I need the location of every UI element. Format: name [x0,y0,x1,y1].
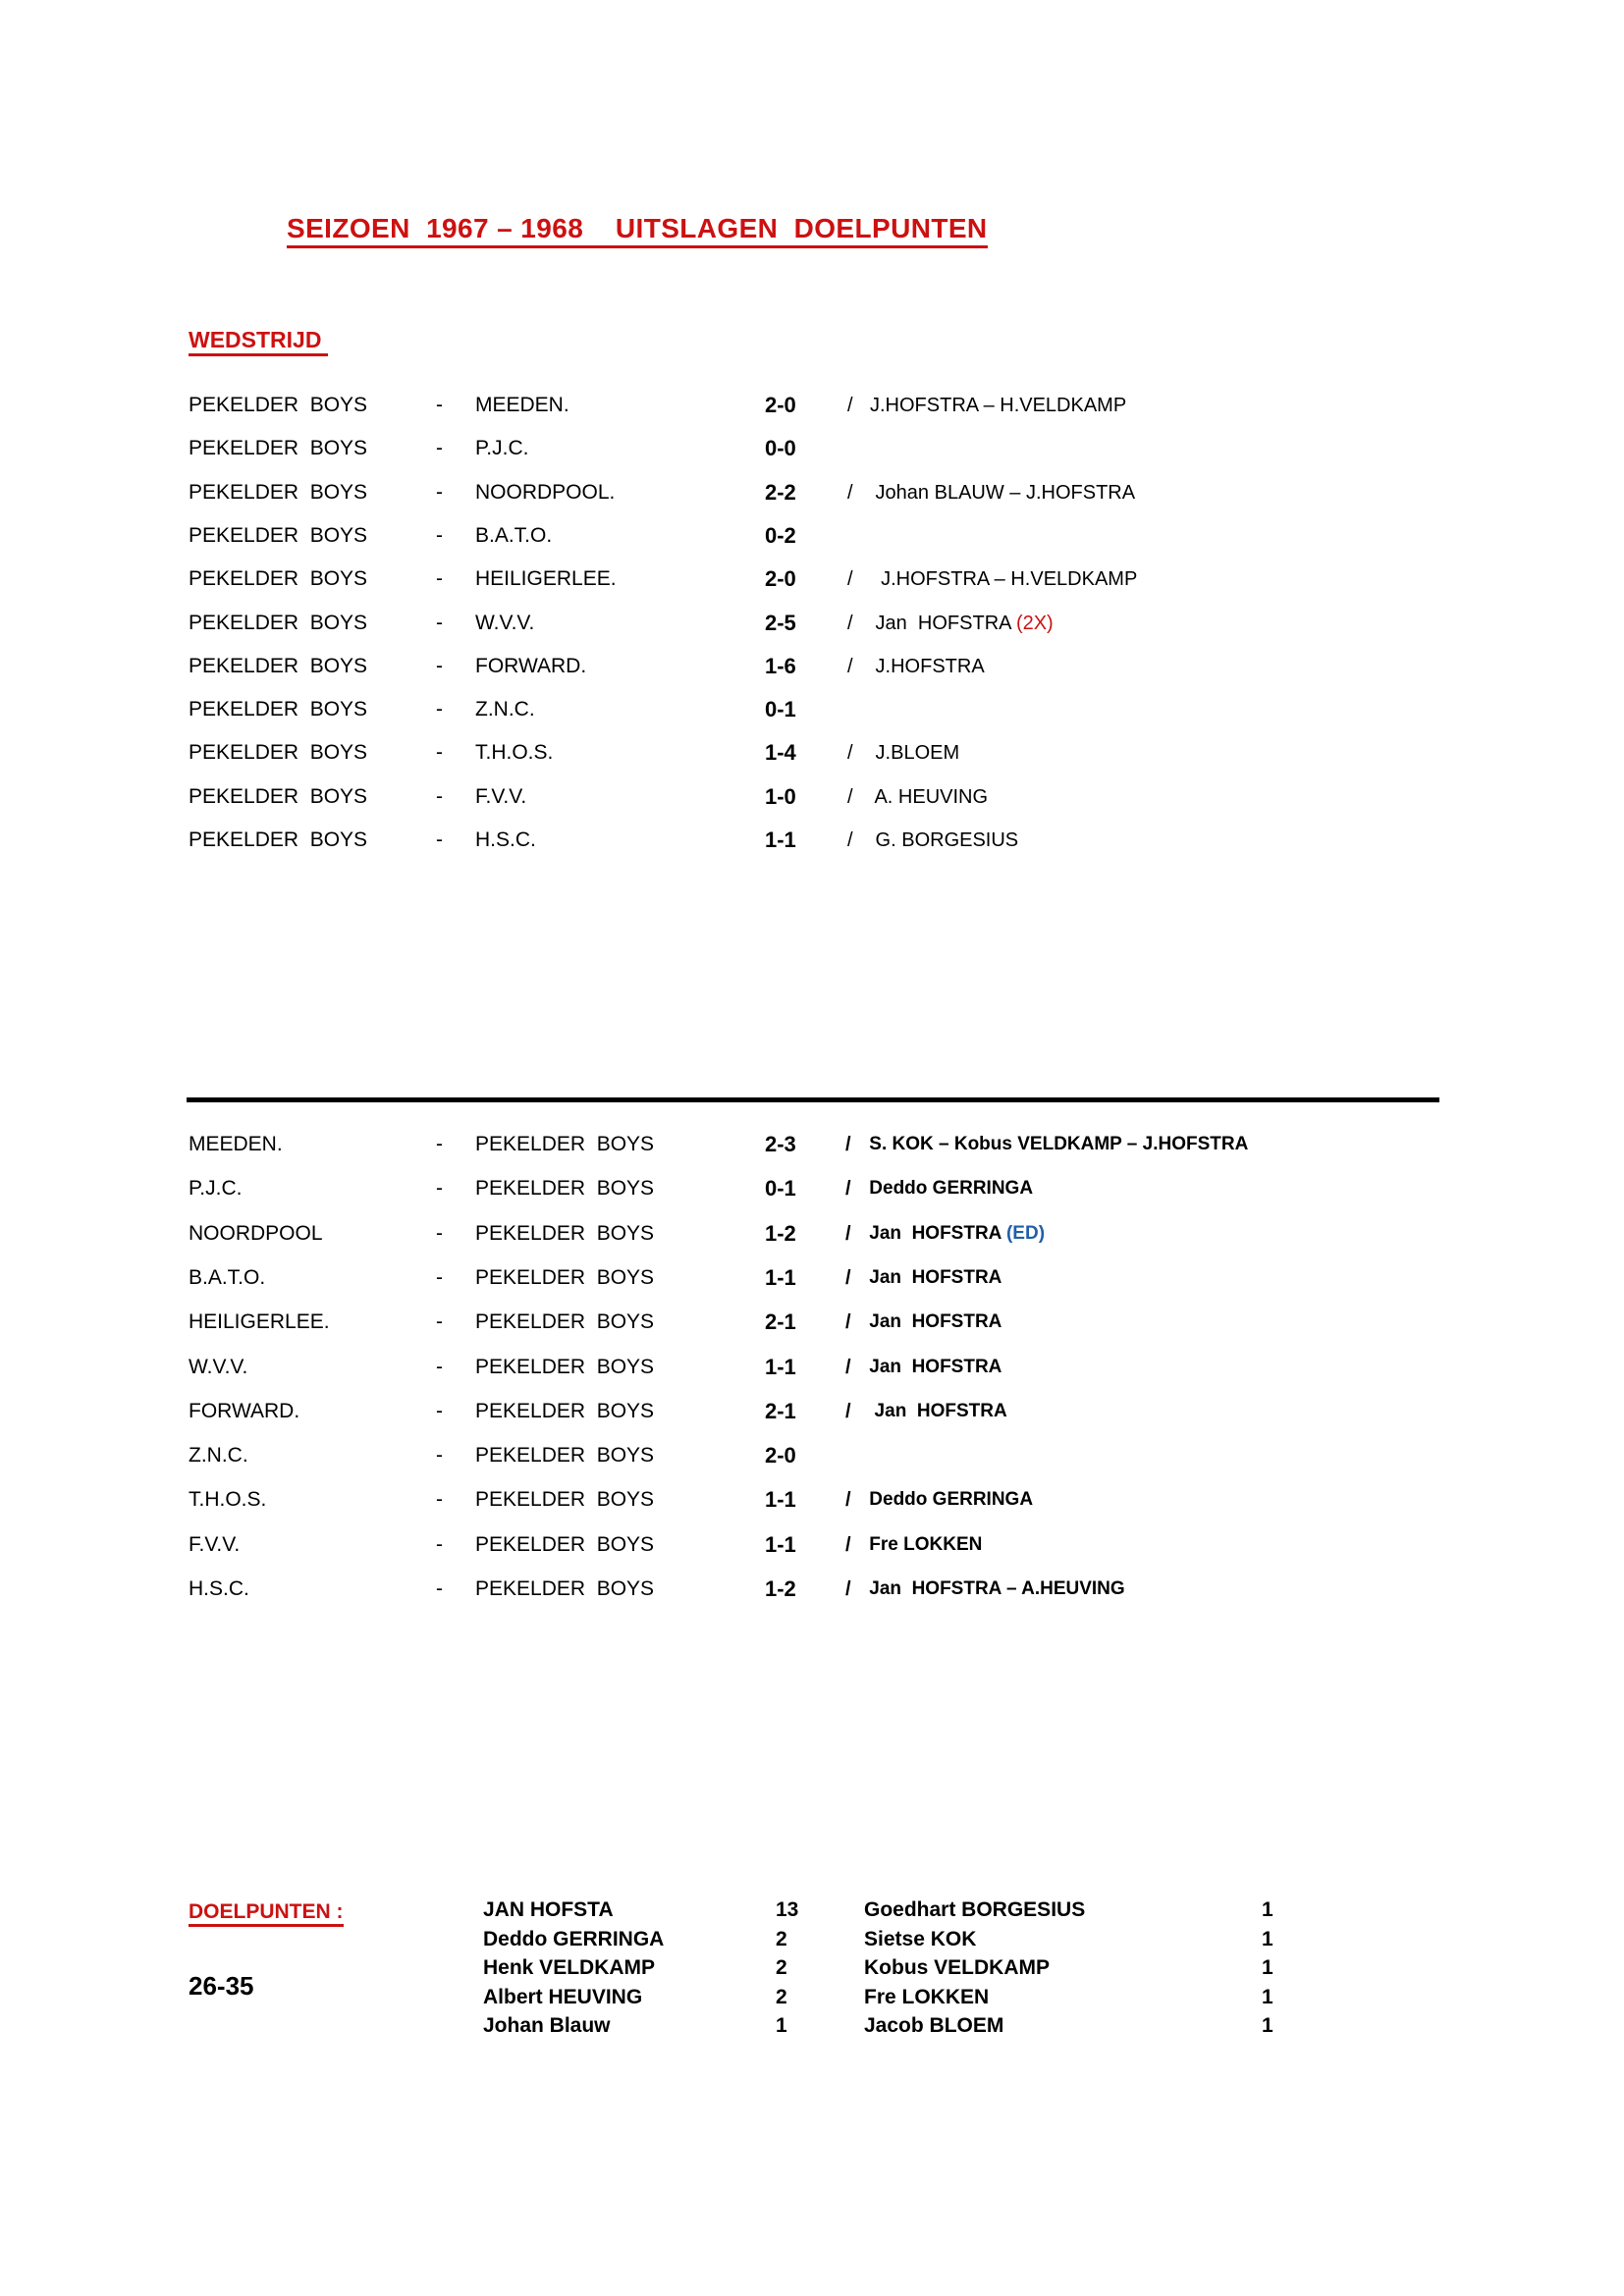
match-row [0,650,1624,683]
match-scorers: Jan HOFSTRA – A.HEUVING [864,1578,1125,1599]
match-separator-dash: - [436,437,443,460]
match-score: 1-1 [765,1487,796,1513]
match-row [0,1528,1624,1562]
match-home-team: F.V.V. [189,1532,241,1556]
summary-scorer-name: Jacob BLOEM [864,2014,1004,2037]
match-score: 1-2 [765,1576,796,1601]
match-away-team: PEKELDER BOYS [475,1133,655,1155]
match-scorer-note: (ED) [1005,1222,1046,1244]
summary-scorer-count: 1 [1262,1927,1273,1950]
match-separator-dash: - [436,828,443,851]
match-home-team: PEKELDER BOYS [189,828,368,851]
match-scorers: Deddo GERRINGA [864,1489,1034,1511]
match-row [0,1217,1624,1251]
summary-scorer-name: Albert HEUVING [483,1985,643,2008]
match-away-team: PEKELDER BOYS [475,1310,655,1334]
match-away-team: Z.N.C. [475,698,535,721]
match-home-team: PEKELDER BOYS [189,394,368,416]
match-row [0,693,1624,726]
match-separator-dash: - [436,698,443,721]
match-scorers-slash: / [847,395,853,416]
match-scorers-slash: / [845,1578,851,1600]
match-scorers-slash: / [845,1222,851,1245]
match-away-team: H.S.C. [475,828,536,851]
match-score: 2-0 [765,566,796,592]
match-separator-dash: - [436,1444,443,1468]
match-separator-dash: - [436,1399,443,1422]
match-away-team: T.H.O.S. [475,741,554,765]
match-score: 1-6 [765,653,796,678]
match-scorers: Jan HOFSTRA [864,1400,1007,1421]
match-separator-dash: - [436,1177,443,1201]
match-separator-dash: - [436,1221,443,1245]
summary-scorer-count: 1 [1262,1898,1273,1921]
match-score: 2-2 [765,479,796,505]
match-away-team: F.V.V. [475,784,527,808]
match-home-team: NOORDPOOL [189,1221,323,1245]
match-scorers-slash: / [845,1178,851,1201]
match-scorer-note: (2X) [1015,612,1054,634]
match-away-team: PEKELDER BOYS [475,1488,655,1512]
match-away-team: W.V.V. [475,611,535,634]
match-home-team: MEEDEN. [189,1133,283,1155]
match-home-team: PEKELDER BOYS [189,784,368,808]
match-row [0,1351,1624,1384]
match-row [0,824,1624,857]
match-home-team: W.V.V. [189,1355,248,1378]
match-scorers: Deddo GERRINGA [864,1178,1034,1200]
summary-scorer-count: 1 [1262,1956,1273,1979]
match-scorers-slash: / [845,1134,851,1155]
match-separator-dash: - [436,1577,443,1600]
summary-scorer-count: 2 [776,1985,787,2008]
match-score: 1-1 [765,1531,796,1557]
match-score: 1-1 [765,1264,796,1290]
match-home-team: FORWARD. [189,1399,300,1422]
match-row [0,1306,1624,1339]
match-scorers-slash: / [847,612,853,634]
match-scorers-slash: / [847,655,853,677]
match-score: 2-0 [765,393,796,417]
match-separator-dash: - [436,1265,443,1289]
match-home-team: PEKELDER BOYS [189,611,368,634]
match-separator-dash: - [436,1310,443,1334]
match-scorers: A. HEUVING [870,785,989,808]
summary-scorer-count: 2 [776,1956,787,1979]
match-scorers: J.HOFSTRA – H.VELDKAMP [870,395,1127,416]
match-away-team: PEKELDER BOYS [475,1355,655,1378]
match-separator-dash: - [436,611,443,634]
section-divider [187,1097,1439,1102]
summary-scorer-count: 13 [776,1898,799,1921]
match-away-team: PEKELDER BOYS [475,1577,655,1600]
match-score: 2-3 [765,1132,796,1156]
match-score: 2-1 [765,1309,796,1335]
match-separator-dash: - [436,741,443,765]
match-score: 1-4 [765,740,796,766]
match-scorers-slash: / [845,1489,851,1512]
match-away-team: PEKELDER BOYS [475,1532,655,1556]
match-separator-dash: - [436,1488,443,1512]
match-row [0,1573,1624,1606]
match-home-team: PEKELDER BOYS [189,698,368,721]
summary-scorer-name: Deddo GERRINGA [483,1927,665,1950]
match-scorers: J.BLOEM [870,742,960,765]
match-scorers: Jan HOFSTRA [864,1356,1002,1377]
match-scorers-slash: / [845,1311,851,1334]
summary-scorer-count: 1 [1262,2014,1273,2037]
match-scorers-slash: / [845,1533,851,1556]
match-row [0,389,1624,422]
match-separator-dash: - [436,394,443,416]
match-scorers: J.HOFSTRA [870,655,985,677]
match-separator-dash: - [436,1532,443,1556]
page-title: SEIZOEN 1967 – 1968 UITSLAGEN DOELPUNTEN [287,214,988,248]
match-home-team: PEKELDER BOYS [189,741,368,765]
summary-label: DOELPUNTEN : [189,1901,344,1927]
match-scorers: G. BORGESIUS [870,829,1019,851]
match-separator-dash: - [436,1355,443,1378]
match-separator-dash: - [436,1133,443,1155]
match-row [0,607,1624,640]
match-away-team: PEKELDER BOYS [475,1265,655,1289]
match-scorers-slash: / [847,829,853,851]
match-score: 0-0 [765,436,796,461]
match-scorers-slash: / [847,785,853,808]
match-home-team: B.A.T.O. [189,1265,266,1289]
match-away-team: NOORDPOOL. [475,480,616,504]
match-score: 1-1 [765,828,796,852]
section-heading-wedstrijd: WEDSTRIJD [189,328,328,356]
match-scorers: J.HOFSTRA – H.VELDKAMP [870,568,1138,591]
summary-scorer-count: 2 [776,1927,787,1950]
match-scorers-slash: / [847,742,853,765]
summary-scorer-name: Goedhart BORGESIUS [864,1898,1086,1921]
match-scorers: Johan BLAUW – J.HOFSTRA [870,481,1136,504]
match-home-team: Z.N.C. [189,1444,248,1468]
match-row [0,1172,1624,1205]
match-away-team: PEKELDER BOYS [475,1399,655,1422]
match-row [0,1261,1624,1295]
summary-scorer-count: 1 [1262,1985,1273,2008]
match-scorers: Fre LOKKEN [864,1533,983,1555]
match-home-team: H.S.C. [189,1577,249,1600]
match-separator-dash: - [436,523,443,547]
match-score: 1-2 [765,1220,796,1246]
match-score: 0-1 [765,697,796,722]
match-away-team: HEILIGERLEE. [475,567,617,591]
match-away-team: P.J.C. [475,437,529,460]
match-scorers-slash: / [847,568,853,591]
match-scorers: Jan HOFSTRA (ED) [864,1222,1046,1244]
summary-scorer-name: Kobus VELDKAMP [864,1956,1050,1979]
match-home-team: HEILIGERLEE. [189,1310,330,1334]
match-home-team: PEKELDER BOYS [189,523,368,547]
summary-total: 26-35 [189,1971,254,2001]
match-home-team: PEKELDER BOYS [189,437,368,460]
summary-scorer-name: Henk VELDKAMP [483,1956,656,1979]
match-home-team: T.H.O.S. [189,1488,267,1512]
match-scorers: Jan HOFSTRA [864,1311,1002,1333]
match-home-team: P.J.C. [189,1177,243,1201]
match-row [0,519,1624,553]
match-away-team: FORWARD. [475,654,587,677]
match-score: 1-0 [765,783,796,809]
match-row [0,1439,1624,1472]
match-scorers: Jan HOFSTRA [864,1266,1002,1288]
match-scorers-slash: / [845,1266,851,1289]
match-score: 0-2 [765,522,796,548]
match-away-team: MEEDEN. [475,394,569,416]
match-row [0,780,1624,814]
summary-scorer-count: 1 [776,2014,787,2037]
match-home-team: PEKELDER BOYS [189,567,368,591]
match-score: 2-5 [765,610,796,635]
summary-scorer-name: Johan Blauw [483,2014,611,2037]
match-scorers: S. KOK – Kobus VELDKAMP – J.HOFSTRA [864,1134,1249,1154]
summary-scorer-name: Sietse KOK [864,1927,977,1950]
match-score: 0-1 [765,1176,796,1201]
match-home-team: PEKELDER BOYS [189,480,368,504]
match-separator-dash: - [436,784,443,808]
match-score: 2-1 [765,1398,796,1423]
match-separator-dash: - [436,654,443,677]
match-row [0,736,1624,770]
match-separator-dash: - [436,480,443,504]
match-home-team: PEKELDER BOYS [189,654,368,677]
match-row [0,562,1624,596]
match-row [0,1483,1624,1517]
match-separator-dash: - [436,567,443,591]
match-row [0,1128,1624,1161]
match-away-team: B.A.T.O. [475,523,553,547]
match-scorers-slash: / [845,1356,851,1378]
summary-scorer-name: JAN HOFSTA [483,1898,614,1921]
match-row [0,432,1624,465]
match-scorers-slash: / [845,1400,851,1422]
match-score: 2-0 [765,1443,796,1468]
match-away-team: PEKELDER BOYS [475,1221,655,1245]
match-row [0,1395,1624,1428]
match-away-team: PEKELDER BOYS [475,1177,655,1201]
match-scorers-slash: / [847,481,853,504]
match-row [0,476,1624,509]
summary-scorer-name: Fre LOKKEN [864,1985,990,2008]
match-score: 1-1 [765,1354,796,1379]
match-away-team: PEKELDER BOYS [475,1444,655,1468]
match-scorers: Jan HOFSTRA (2X) [870,612,1054,634]
